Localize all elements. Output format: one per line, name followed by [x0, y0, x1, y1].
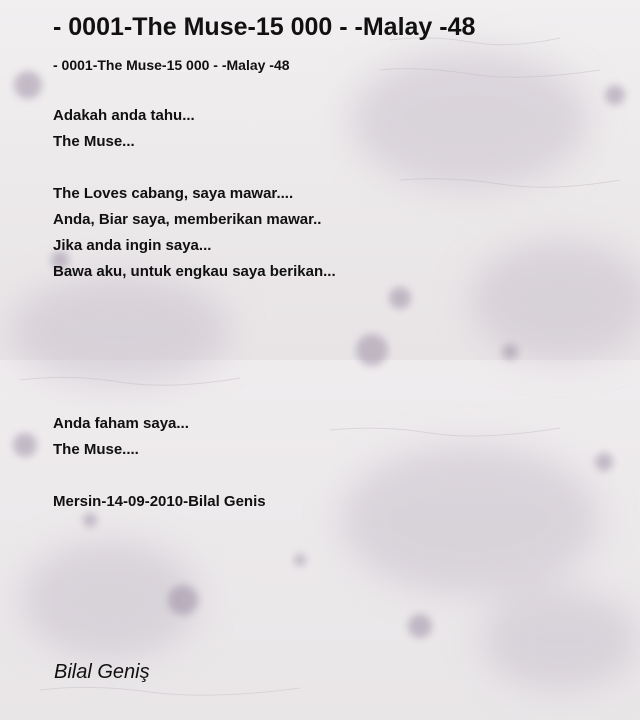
- poem-stanza-1: [53, 103, 195, 155]
- poem-line: The Muse...: [53, 133, 135, 150]
- poem-stanza-2: [53, 181, 336, 285]
- signoff-line: Mersin-14-09-2010-Bilal Genis: [53, 493, 266, 510]
- poem-subtitle: - 0001-The Muse-15 000 - -Malay -48: [53, 57, 290, 73]
- page-title: - 0001-The Muse-15 000 - -Malay -48: [53, 13, 476, 41]
- poem-stanza-3: [53, 411, 189, 463]
- poem-line: Jika anda ingin saya...: [53, 237, 212, 254]
- poem-line: The Muse....: [53, 441, 139, 458]
- poem-signoff: [53, 489, 266, 515]
- poem-line: Adakah anda tahu...: [53, 107, 195, 124]
- poem-line: Anda, Biar saya, memberikan mawar..: [53, 211, 322, 228]
- poem-line: Anda faham saya...: [53, 415, 189, 432]
- author-name: Bilal Geniş: [54, 661, 150, 683]
- poem-line: Bawa aku, untuk engkau saya berikan...: [53, 263, 336, 280]
- poem-line: The Loves cabang, saya mawar....: [53, 185, 294, 202]
